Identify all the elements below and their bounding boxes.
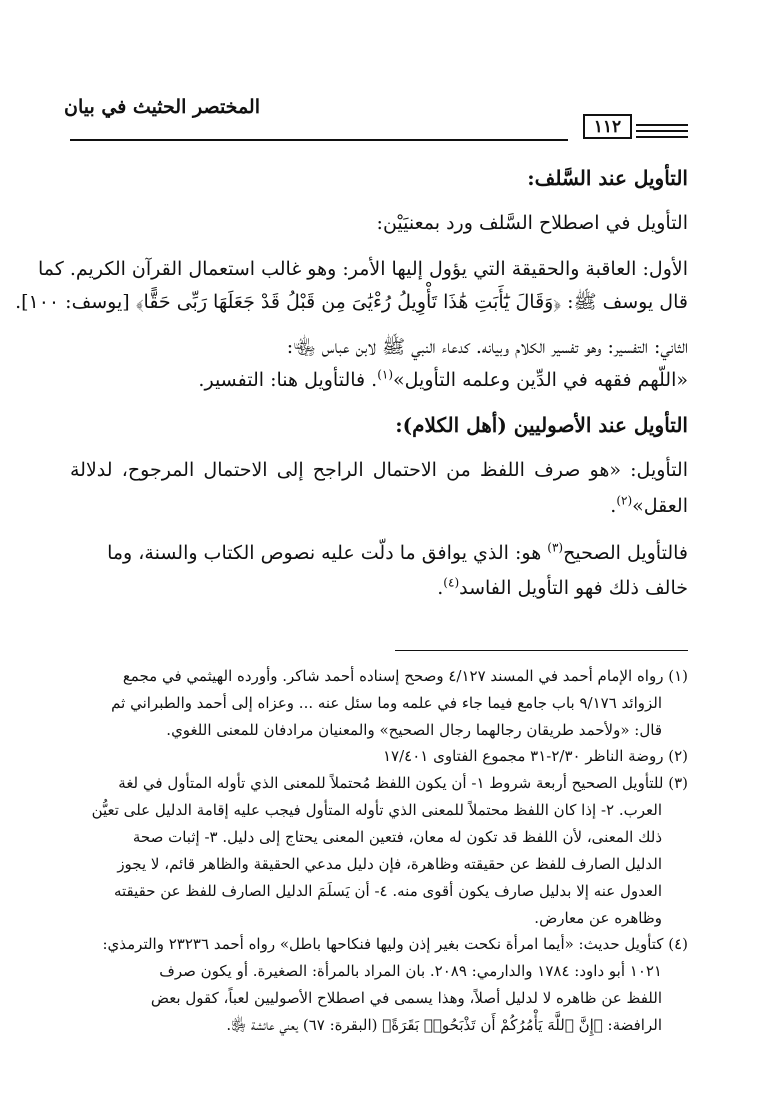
header-ornament-line [636, 136, 688, 138]
footnote-separator [395, 650, 688, 651]
footnote-line: ذلك المعنى، لأن اللفظ قد تكون له معان، فتعين المعنى يحتاج إلى دليل. ٣- إثبات صحة [132, 828, 662, 846]
body-line [70, 538, 688, 568]
section-heading-salaf: التأويل عند السَّلف: [527, 166, 688, 190]
body-line [70, 491, 688, 521]
footnote-line: (١) رواه الإمام أحمد في المسند ٤/١٢٧ وصحح إسناده أحمد شاكر. وأورده الهيثمي في مجمع [122, 667, 688, 685]
body-line: الأول: العاقبة والحقيقة التي يؤول إليها الأمر: وهو غالب استعمال القرآن الكريم. كما [38, 258, 688, 280]
body-line: التأويل في اصطلاح السَّلف ورد بمعنيَيْن: [376, 212, 688, 234]
footnote-ref: (٤) [443, 575, 460, 590]
body-text: هو: الذي يوافق ما دلّت عليه نصوص الكتاب والسنة، وما [107, 542, 548, 564]
footnote-ref: (٢) [616, 493, 633, 508]
footnote-line: (٣) للتأويل الصحيح أربعة شروط ١- أن يكون اللفظ مُحتملاً للمعنى الذي تأوله المتأول في لغة [118, 774, 688, 792]
footnote-line: (٢) روضة الناظر ٢/٣٠-٣١ مجموع الفتاوى ١٧/٤٠١ [383, 747, 688, 765]
body-line [70, 365, 688, 395]
footnote-line: قال: «ولأحمد طريقان رجالهما رجال الصحيح» والمعنيان مرادفان للمعنى اللغوي. [166, 721, 662, 739]
footnote-line: الرافضة: ﴿إِنَّ ٱللَّهَ يَأْمُرُكُمْ أَن تَذْبَحُوا۟ بَقَرَةً﴾ (البقرة: ٦٧) يعني عائشة ﵂. [226, 1016, 662, 1034]
footnote-line: الزوائد ٩/١٧٦ باب جامع فيما جاء في علمه وما سئل عنه ... وعزاه إلى أحمد والطبراني ثم [111, 694, 662, 712]
body-text: فالتأويل الصحيح [563, 542, 688, 564]
body-text: العقل» [632, 495, 688, 517]
header-ornament-line [636, 124, 688, 126]
body-line [70, 573, 688, 603]
running-title: المختصر الحثيث في بيان [64, 96, 260, 118]
body-line: قال يوسف ﷺ: ﴿وَقَالَ يَٰٓأَبَتِ هَٰذَا تَأْوِيلُ رُءْيَٰىَ مِن قَبْلُ قَدْ جَعَلَهَا رَبِّى حَقًّا﴾ [يوسف: ١٠٠]. [15, 291, 688, 313]
footnote-line: الدليل الصارف للفظ عن حقيقته وظاهرة، فإن دليل مدعي الحقيقة والظاهر قائم، لا يجوز [117, 855, 662, 873]
body-line: الثاني: التفسير: وهو تفسير الكلام وبيانه. كدعاء النبي ﷺ لابن عباس ﵄: [286, 336, 688, 358]
header-rule [70, 139, 568, 141]
footnote-line: العرب. ٢- إذا كان اللفظ محتملاً للمعنى الذي تأوله المتأول فيجب عليه إقامة الدليل على تعيُّن [91, 801, 662, 819]
page-number: ١١٢ [583, 114, 632, 139]
body-text: . [437, 577, 444, 599]
body-text: . [610, 495, 617, 517]
body-text: خالف ذلك فهو التأويل الفاسد [459, 577, 688, 599]
footnote-line: اللفظ عن ظاهره لا لدليل أصلاً، وهذا يسمى في اصطلاح الأصوليين لعباً، كقول بعض [150, 989, 662, 1007]
header-ornament-line [636, 130, 688, 132]
footnote-line: (٤) كتأويل حديث: «أيما امرأة نكحت بغير إذن وليها فنكاحها باطل» رواه أحمد ٢٣٢٣٦ والترمذي: [102, 935, 688, 953]
body-text: «اللّهم فقهه في الدِّين وعلمه التأويل» [393, 369, 688, 391]
section-heading-usuliyyin: التأويل عند الأصوليين (أهل الكلام): [395, 413, 688, 437]
footnote-line: العدول عنه إلا بدليل صارف يكون أقوى منه. ٤- أن يَسلَمَ الدليل الصارف للفظ عن حقيقته [113, 882, 662, 900]
footnote-line: وظاهره عن معارض. [534, 909, 662, 927]
footnote-ref: (٣) [547, 540, 564, 555]
body-text: . فالتأويل هنا: التفسير. [198, 369, 378, 391]
body-line: التأويل: «هو صرف اللفظ من الاحتمال الراجح إلى الاحتمال المرجوح، لدلالة [70, 459, 688, 481]
footnote-ref: (١) [377, 367, 394, 382]
footnote-line: ١٠٢١ أبو داود: ١٧٨٤ والدارمي: ٢٠٨٩. بان المراد بالمرأة: الصغيرة. أو يكون صرف [159, 962, 662, 980]
